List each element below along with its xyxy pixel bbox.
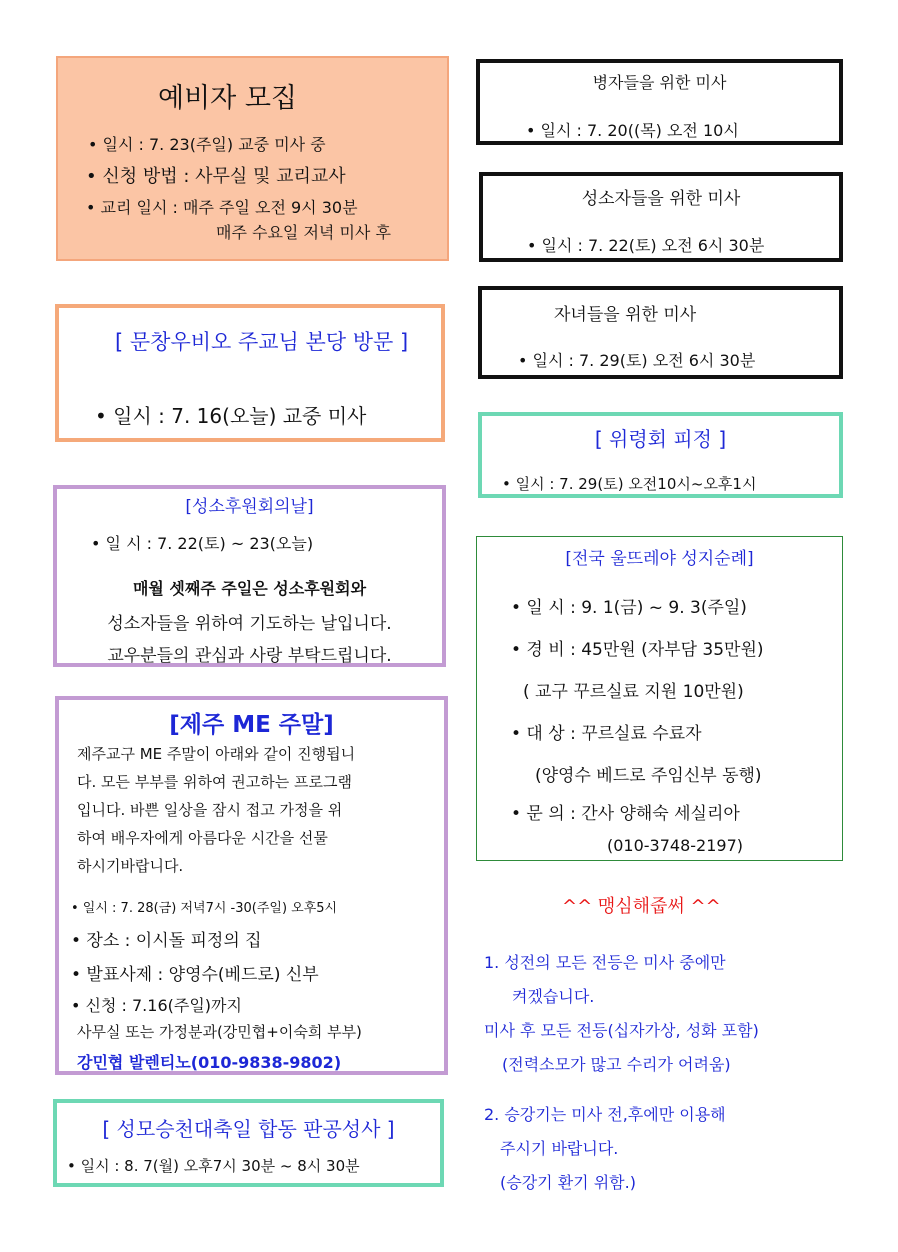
mass-for-sick-date: • 일시 : 7. 20((목) 오전 10시	[526, 121, 739, 140]
pilgrimage-subsidy: ( 교구 꾸르실료 지원 10만원)	[523, 682, 744, 702]
jeju-me-weekend-box	[55, 696, 448, 1075]
notice-line-7: (승강기 환기 위함.)	[500, 1173, 636, 1192]
mass-for-sick-title: 병자들을 위한 미사	[592, 73, 727, 92]
jeju-me-paragraph-2: 다. 모든 부부를 위하여 권고하는 프로그램	[77, 773, 352, 791]
catechumen-title: 예비자 모집	[158, 83, 297, 114]
pilgrimage-dates: • 일 시 : 9. 1(금) ~ 9. 3(주일)	[511, 598, 747, 618]
funeral-society-date: • 일시 : 7. 29(토) 오전10시~오후1시	[502, 475, 757, 493]
vocation-support-date: • 일 시 : 7. 22(토) ~ 23(오늘)	[91, 534, 314, 553]
pilgrimage-phone: (010-3748-2197)	[607, 836, 744, 855]
catechumen-date: • 일시 : 7. 23(주일) 교중 미사 중	[88, 135, 326, 154]
vocation-support-box	[53, 485, 446, 667]
notice-title: ^^ 맹심해줍써 ^^	[562, 896, 721, 917]
jeju-me-contact: 강민협 발렌티노(010-9838-9802)	[77, 1053, 342, 1072]
mass-for-vocations-title: 성소자들을 위한 미사	[581, 189, 741, 209]
notice-line-4: (전력소모가 많고 수리가 어려움)	[502, 1055, 731, 1074]
notice-line-6: 주시기 바랍니다.	[500, 1139, 619, 1158]
bishop-visit-box	[55, 304, 445, 442]
pilgrimage-inquiry: • 문 의 : 간사 양해숙 세실리아	[511, 804, 740, 824]
catechumen-class-time: • 교리 일시 : 매주 주일 오전 9시 30분	[86, 198, 358, 217]
pilgrimage-accompany: (양영수 베드로 주임신부 동행)	[535, 766, 762, 786]
jeju-me-date: • 일시 : 7. 28(금) 저녁7시 -30(주일) 오후5시	[71, 901, 338, 916]
pilgrimage-target: • 대 상 : 꾸르실료 수료자	[511, 724, 702, 744]
funeral-society-retreat-box	[478, 412, 843, 498]
bishop-visit-title: [ 문창우비오 주교님 본당 방문 ]	[115, 330, 409, 354]
bishop-visit-date: • 일시 : 7. 16(오늘) 교중 미사	[95, 404, 367, 428]
jeju-me-paragraph-1: 제주교구 ME 주말이 아래와 같이 진행됩니	[77, 745, 356, 763]
funeral-society-title: [ 위령회 피정 ]	[594, 427, 727, 451]
vocation-support-title: [성소후원회의날]	[185, 497, 314, 517]
notice-line-2: 켜겠습니다.	[512, 987, 595, 1006]
mass-for-children-title: 자녀들을 위한 미사	[554, 305, 697, 325]
notice-line-1: 1. 성전의 모든 전등은 미사 중에만	[484, 953, 726, 972]
assumption-date: • 일시 : 8. 7(월) 오후7시 30분 ~ 8시 30분	[67, 1157, 360, 1175]
jeju-me-apply: • 신청 : 7.16(주일)까지	[71, 996, 242, 1015]
vocation-support-line-2: 교우분들의 관심과 사랑 부탁드립니다.	[107, 646, 392, 666]
pilgrimage-cost: • 경 비 : 45만원 (자부담 35만원)	[511, 640, 764, 660]
assumption-confession-box	[53, 1099, 444, 1187]
vocation-support-line-1: 성소자들을 위하여 기도하는 날입니다.	[107, 614, 392, 634]
ultreya-pilgrimage-box	[476, 536, 843, 861]
jeju-me-paragraph-4: 하여 배우자에게 아름다운 시간을 선물	[77, 829, 328, 847]
jeju-me-paragraph-5: 하시기바랍니다.	[77, 857, 184, 875]
pilgrimage-title: [전국 울뜨레야 성지순례]	[565, 549, 754, 569]
mass-for-vocations-date: • 일시 : 7. 22(토) 오전 6시 30분	[527, 236, 765, 255]
jeju-me-apply-detail: 사무실 또는 가정분과(강민협+이숙희 부부)	[77, 1023, 362, 1041]
notice-line-3: 미사 후 모든 전등(십자가상, 성화 포함)	[484, 1021, 759, 1040]
mass-for-vocations-box	[479, 172, 843, 262]
catechumen-class-time-2: 매주 수요일 저녁 미사 후	[216, 223, 391, 242]
assumption-title: [ 성모승천대축일 합동 판공성사 ]	[102, 1117, 395, 1141]
mass-for-children-box	[478, 286, 843, 379]
catechumen-apply: • 신청 방법 : 사무실 및 교리교사	[86, 166, 346, 187]
notice-line-5: 2. 승강기는 미사 전,후에만 이용해	[484, 1105, 726, 1124]
jeju-me-presenter: • 발표사제 : 양영수(베드로) 신부	[71, 965, 319, 985]
jeju-me-paragraph-3: 입니다. 바쁜 일상을 잠시 접고 가정을 위	[77, 801, 343, 819]
jeju-me-title: [제주 ME 주말]	[169, 712, 334, 738]
mass-for-children-date: • 일시 : 7. 29(토) 오전 6시 30분	[518, 351, 756, 370]
vocation-support-bold-line: 매월 셋째주 주일은 성소후원회와	[132, 579, 367, 598]
catechumen-recruit-box	[56, 56, 449, 261]
notice-section	[478, 888, 858, 1208]
mass-for-sick-box	[476, 59, 843, 145]
jeju-me-place: • 장소 : 이시돌 피정의 집	[71, 931, 262, 951]
